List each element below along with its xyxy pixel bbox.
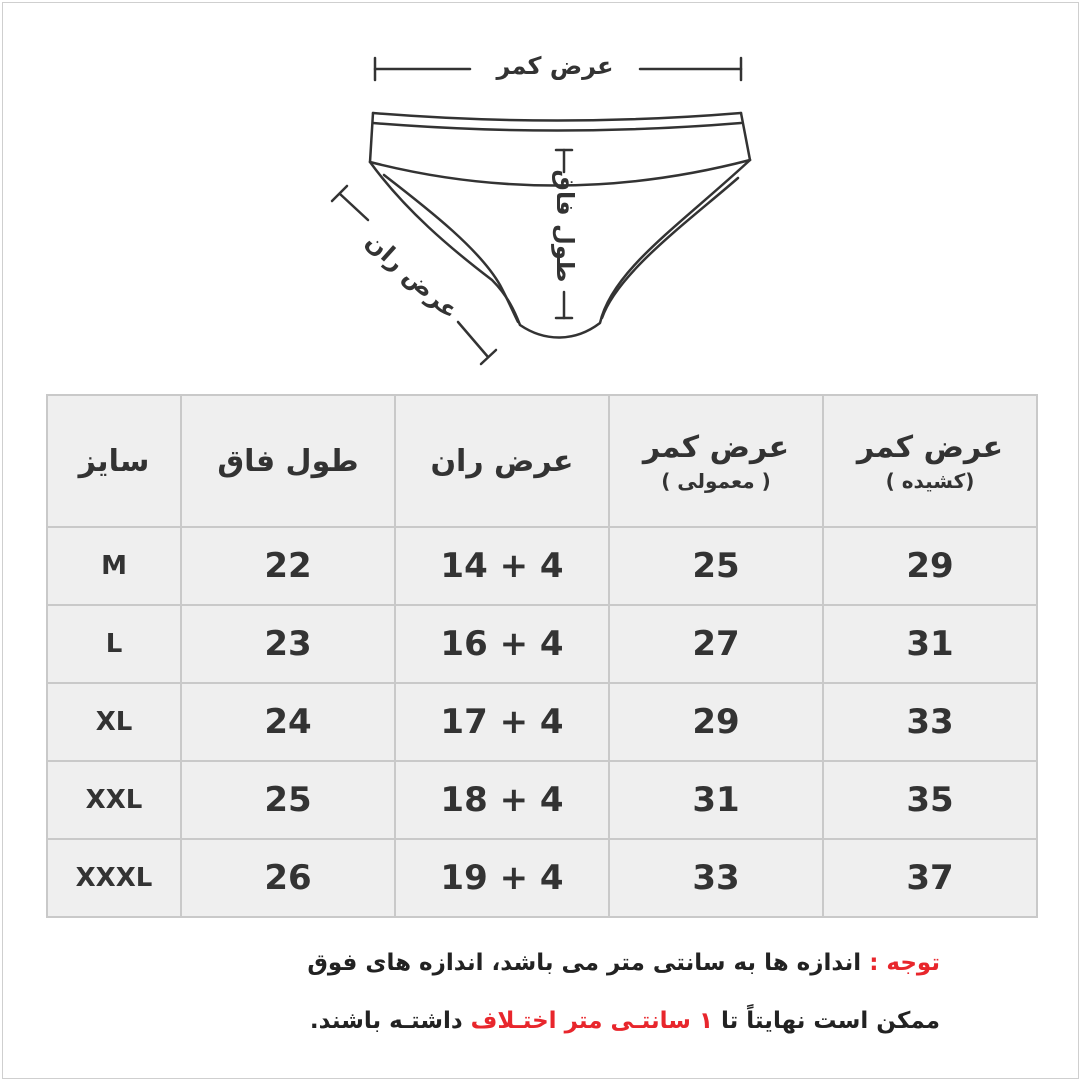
waist-stretched-cell: 29 bbox=[823, 527, 1037, 605]
size-cell: XXXL bbox=[47, 839, 181, 917]
header-waist-stretched: عرض کمر (کشیده ) bbox=[823, 395, 1037, 527]
waist-stretched-cell: 37 bbox=[823, 839, 1037, 917]
size-cell: L bbox=[47, 605, 181, 683]
waist-stretched-cell: 33 bbox=[823, 683, 1037, 761]
note-highlight: ۱ سانتـی متر اختـلاف bbox=[470, 1008, 713, 1034]
rise-cell: 24 bbox=[181, 683, 395, 761]
table-row bbox=[47, 683, 1037, 761]
note-text-2-start: ممکن است نهایتاً تا bbox=[721, 1008, 940, 1034]
header-waist-normal: عرض کمر ( معمولی ) bbox=[609, 395, 823, 527]
header-rise: طول فاق bbox=[181, 395, 395, 527]
waist-normal-cell: 33 bbox=[609, 839, 823, 917]
waist-normal-cell: 31 bbox=[609, 761, 823, 839]
note-text-1: اندازه ها به سانتی متر می باشد، اندازه های فوق bbox=[307, 950, 862, 976]
note-text-2-end: داشتـه باشند. bbox=[309, 1008, 463, 1034]
rise-cell: 22 bbox=[181, 527, 395, 605]
rise-cell: 25 bbox=[181, 761, 395, 839]
note-label: توجه : bbox=[869, 950, 940, 976]
rise-cell: 23 bbox=[181, 605, 395, 683]
thigh-cell: 16 + 4 bbox=[395, 605, 609, 683]
thigh-cell: 19 + 4 bbox=[395, 839, 609, 917]
table-row bbox=[47, 761, 1037, 839]
waist-normal-cell: 27 bbox=[609, 605, 823, 683]
thigh-width-label: عرض ران bbox=[360, 227, 464, 325]
thigh-cell: 14 + 4 bbox=[395, 527, 609, 605]
size-cell: M bbox=[47, 527, 181, 605]
thigh-cell: 18 + 4 bbox=[395, 761, 609, 839]
table-row bbox=[47, 527, 1037, 605]
note-line-1 bbox=[60, 950, 940, 976]
size-cell: XL bbox=[47, 683, 181, 761]
note-line-2 bbox=[60, 1008, 940, 1034]
header-thigh: عرض ران bbox=[395, 395, 609, 527]
size-table bbox=[46, 394, 1038, 918]
waist-width-label: عرض کمر bbox=[496, 52, 614, 80]
waist-normal-cell: 25 bbox=[609, 527, 823, 605]
header-size: سایز bbox=[47, 395, 181, 527]
thigh-cell: 17 + 4 bbox=[395, 683, 609, 761]
table-row bbox=[47, 839, 1037, 917]
rise-cell: 26 bbox=[181, 839, 395, 917]
table-header-row bbox=[47, 395, 1037, 527]
rise-length-label: طول فاق bbox=[551, 169, 579, 283]
waist-stretched-cell: 31 bbox=[823, 605, 1037, 683]
waist-normal-cell: 29 bbox=[609, 683, 823, 761]
waist-stretched-cell: 35 bbox=[823, 761, 1037, 839]
table-row bbox=[47, 605, 1037, 683]
size-cell: XXL bbox=[47, 761, 181, 839]
